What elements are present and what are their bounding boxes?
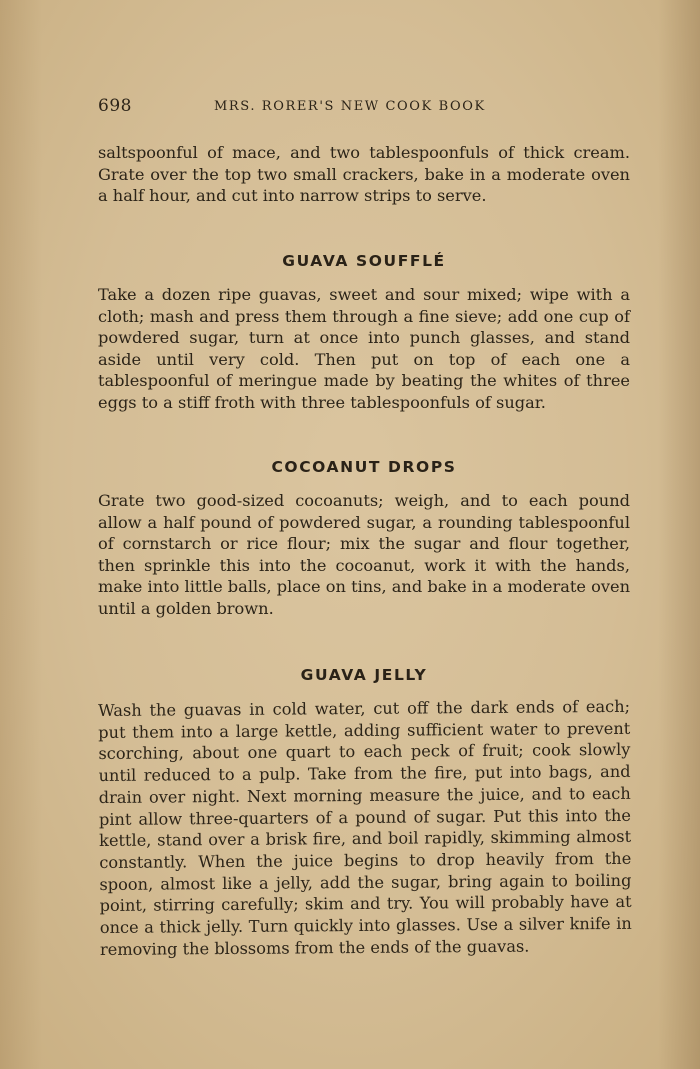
book-title: MRS. RORER'S NEW COOK BOOK [214,99,486,114]
recipe-text-cocoanut-drops: Grate two good-sized cocoanuts; weigh, and to each pound allow a half pound of powdered sugar, a rounding tablespoonful of cornstarch or rice flour; mix the sugar and flour together, then sprinkle this into the cocoanut, work it with the hands, make into little balls, place on tins, and bake in a moderate oven until a golden brown. [98,491,630,618]
recipe-heading-guava-jelly: GUAVA JELLY [300,666,428,684]
running-head [98,96,632,120]
recipe-text-guava-souffle: Take a dozen ripe guavas, sweet and sour mixed; wipe with a cloth; mash and press them through a fine sieve; add one cup of powdered sugar, turn at once into punch glasses, and stand aside until very cold. Then put on top of each one a tablespoonful of meringue made by beating the whites of three eggs to a stiff froth with three tablespoonfuls of sugar. [98,285,630,412]
recipe-text-guava-jelly: Wash the guavas in cold water, cut off the dark ends of each; put them into a large kettle, adding sufficient water to prevent scorching, about one quart to each peck of fruit; cook slowly until reduced to a pulp. Take from the fire, put into bags, and drain over night. Next morning measure the juice, and to each pint allow three-quarters of a pound of sugar. Put this into the kettle, stand over a brisk fire, and boil rapidly, skimming almost constantly. When the juice begins to drop heavily from the spoon, almost like a jelly, add the sugar, bring again to boiling point, stirring carefully; skim and try. You will probably have at once a thick jelly. Turn quickly into glasses. Use a silver knife in removing the blossoms from the ends of the guavas. [98,696,632,959]
page-number: 698 [98,96,132,116]
recipe-heading-guava-souffle: GUAVA SOUFFLÉ [282,252,446,270]
intro-paragraph: saltspoonful of mace, and two tablespoonfuls of thick cream. Grate over the top two small crackers, bake in a moderate oven a half hour, and cut into narrow strips to serve. [98,143,630,205]
recipe-heading-cocoanut-drops: COCOANUT DROPS [271,458,457,476]
